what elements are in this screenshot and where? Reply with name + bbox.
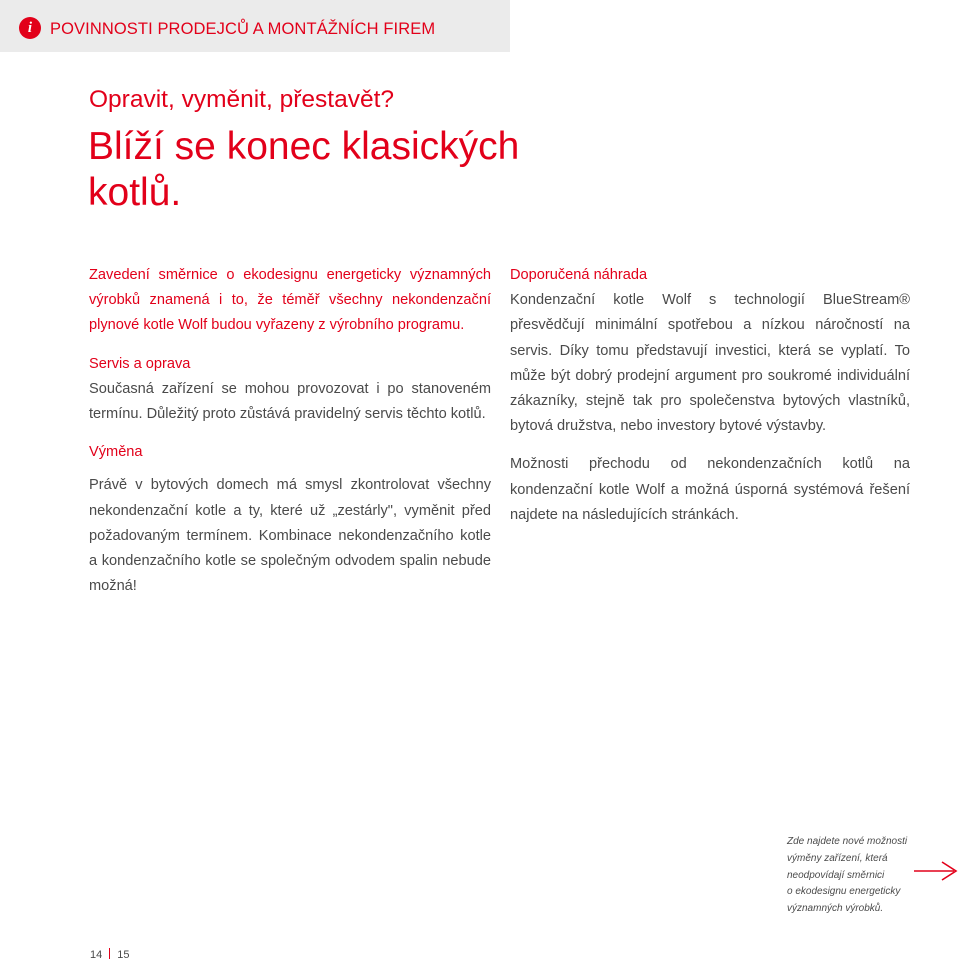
- page-number-divider: [109, 948, 110, 959]
- page-numbers: [90, 948, 130, 961]
- article-headline: Blíží se konec klasických kotlů.: [88, 125, 520, 214]
- page-number-left: 14: [90, 949, 103, 961]
- left-column: [89, 263, 491, 599]
- lead-paragraph: Zavedení směrnice o ekodesignu energeticky významných výrobků znamená i to, že téměř všechny nekondenzační plynové kotle Wolf budou vyřazeny z výrobního programu.: [89, 267, 491, 334]
- side-note-line: výměny zařízení, která: [787, 852, 888, 864]
- arrow-right-icon: [914, 861, 958, 881]
- section-title-recommended: Doporučená náhrada: [510, 267, 648, 283]
- section-title-replacement: Výměna: [89, 444, 143, 461]
- header-band: [0, 0, 510, 52]
- side-note-line: o ekodesignu energeticky: [787, 886, 901, 898]
- section-body-options: Možnosti přechodu od nekondenzačních kotlů na kondenzační kotle Wolf a možná úsporná systémová řešení najdete na následujících stránkách.: [510, 456, 910, 523]
- side-note-line: významných výrobků.: [787, 903, 884, 915]
- section-body-recommended: Kondenzační kotle Wolf s technologií BlueStream® přesvědčují minimální spotřebou a nízkou náročností na servis. Díky tomu představují investici, která se vyplatí. To může být dobrý prodejní argument pro soukromé individuální zákazníky, stejně tak pro společenstva bytových vlastníků, bytová družstva, nebo investory bytové výstavby.: [510, 292, 910, 435]
- page-number-right: 15: [117, 949, 130, 961]
- info-icon: i: [19, 17, 41, 39]
- article-kicker: Opravit, vyměnit, přestavět?: [89, 86, 395, 113]
- section-header-title: POVINNOSTI PRODEJCŮ A MONTÁŽNÍCH FIREM: [50, 20, 436, 38]
- side-note: [787, 834, 917, 918]
- right-column: [510, 263, 910, 528]
- section-body-service: Současná zařízení se mohou provozovat i po stanoveném termínu. Důležitý proto zůstává pravidelný servis těchto kotlů.: [89, 380, 491, 423]
- side-note-line: neodpovídají směrnici: [787, 869, 885, 881]
- section-title-service: Servis a oprava: [89, 355, 191, 372]
- section-body-replacement: Právě v bytových domech má smysl zkontrolovat všechny nekondenzační kotle a ty, které už „zestárly", vyměnit před požadovaným termínem. Kombinace nekondenzačního kotle a kondenzačního kotle se společným odvodem spalin nebude možná!: [89, 477, 491, 595]
- side-note-line: Zde najdete nové možnosti: [787, 836, 908, 847]
